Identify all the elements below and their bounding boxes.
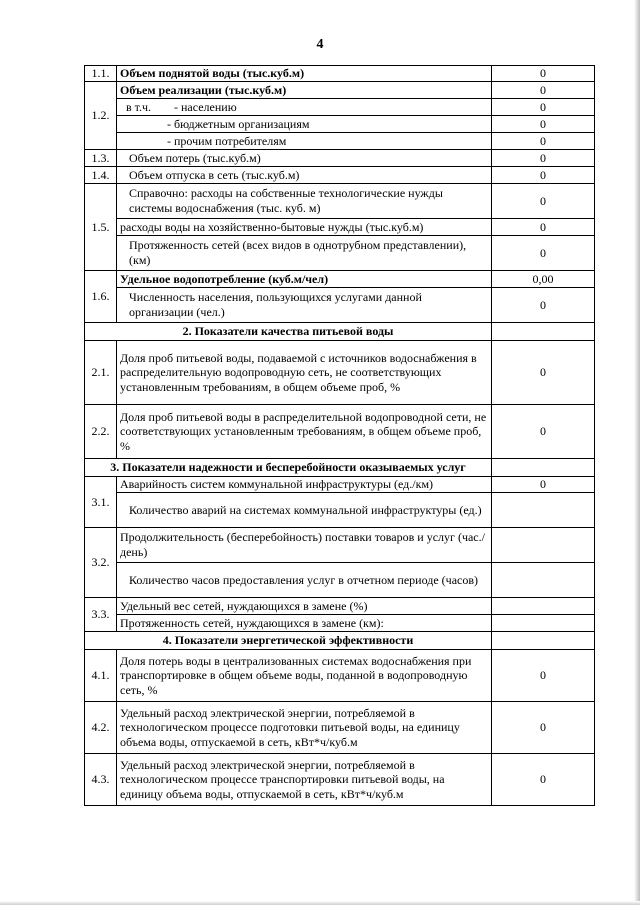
table-row (85, 133, 595, 150)
row-label: Численность населения, пользующихся услугами данной организации (чел.) (117, 288, 492, 323)
row-number: 2.2. (85, 405, 117, 459)
row-value (492, 493, 595, 528)
row-label: Количество аварий на системах коммунальной инфраструктуры (ед.) (117, 493, 492, 528)
table-row (85, 615, 595, 632)
row-number: 1.2. (85, 82, 117, 150)
row-label: Справочно: расходы на собственные технологические нужды системы водоснабжения (тыс. куб. м) (117, 184, 492, 219)
row-value: 0 (492, 236, 595, 271)
row-value: 0 (492, 116, 595, 133)
empty-cell (492, 323, 595, 341)
section-title: 3. Показатели надежности и бесперебойности оказываемых услуг (85, 459, 492, 477)
table-row (85, 82, 595, 99)
row-label: Объем реализации (тыс.куб.м) (117, 82, 492, 99)
row-number: 4.2. (85, 702, 117, 754)
row-label: расходы воды на хозяйственно-бытовые нужды (тыс.куб.м) (117, 219, 492, 236)
row-label: Протяженность сетей, нуждающихся в замене (км): (117, 615, 492, 632)
row-number: 2.1. (85, 341, 117, 405)
row-label: Удельный расход электрической энергии, потребляемой в технологическом процессе подготовки питьевой воды, на единицу объема воды, отпускаемой в сеть, кВт*ч/куб.м (117, 702, 492, 754)
row-value: 0 (492, 99, 595, 116)
section-header-row (85, 632, 595, 650)
row-value (492, 563, 595, 598)
section-header-row (85, 323, 595, 341)
row-value: 0 (492, 754, 595, 806)
row-value (492, 615, 595, 632)
row-number: 1.1. (85, 66, 117, 82)
row-number: 1.3. (85, 150, 117, 167)
row-value: 0 (492, 288, 595, 323)
table-row (85, 167, 595, 184)
row-value: 0 (492, 133, 595, 150)
empty-cell (492, 632, 595, 650)
row-value: 0 (492, 341, 595, 405)
row-number: 1.4. (85, 167, 117, 184)
table-row (85, 598, 595, 615)
row-value (492, 528, 595, 563)
scan-shadow-edge (0, 901, 640, 905)
row-number: 1.6. (85, 271, 117, 323)
row-number: 1.5. (85, 184, 117, 271)
row-value: 0 (492, 66, 595, 82)
scan-shadow-edge (634, 0, 640, 905)
table-row (85, 219, 595, 236)
row-sublabel: - прочим потребителям (117, 133, 492, 150)
table-row (85, 563, 595, 598)
row-value: 0 (492, 219, 595, 236)
table-row (85, 116, 595, 133)
section-title: 4. Показатели энергетической эффективности (85, 632, 492, 650)
row-label: Объем потерь (тыс.куб.м) (117, 150, 492, 167)
table-row (85, 341, 595, 405)
table-row (85, 650, 595, 702)
row-label: Удельное водопотребление (куб.м/чел) (117, 271, 492, 288)
row-number: 3.2. (85, 528, 117, 598)
row-value: 0 (492, 405, 595, 459)
row-value: 0 (492, 702, 595, 754)
row-value: 0 (492, 477, 595, 493)
row-label: Удельный вес сетей, нуждающихся в замене (%) (117, 598, 492, 615)
row-label: Объем поднятой воды (тыс.куб.м) (117, 66, 492, 82)
row-number: 4.3. (85, 754, 117, 806)
empty-cell (492, 459, 595, 477)
row-value: 0 (492, 650, 595, 702)
row-label: Доля проб питьевой воды, подаваемой с источников водоснабжения в распределительную водопроводную сеть, не соответствующих установленным требованиям, в общем объеме проб, % (117, 341, 492, 405)
table-row (85, 288, 595, 323)
page-number: 4 (316, 37, 324, 52)
prefix-label: в т.ч. (126, 99, 152, 114)
table-row (85, 477, 595, 493)
row-label: Протяженность сетей (всех видов в однотрубном представлении), (км) (117, 236, 492, 271)
section-header-row (85, 459, 595, 477)
row-label: Доля проб питьевой воды в распределительной водопроводной сети, не соответствующих установленным требованиям, в общем объеме проб, % (117, 405, 492, 459)
table-row (85, 702, 595, 754)
section-title: 2. Показатели качества питьевой воды (85, 323, 492, 341)
row-value: 0 (492, 184, 595, 219)
row-label: Аварийность систем коммунальной инфраструктуры (ед./км) (117, 477, 492, 493)
table-row (85, 99, 595, 116)
row-value: 0 (492, 167, 595, 184)
table-row (85, 271, 595, 288)
table-row (85, 754, 595, 806)
row-sublabel (117, 99, 492, 116)
row-label: Объем отпуска в сеть (тыс.куб.м) (117, 167, 492, 184)
indicators-table (84, 65, 595, 806)
table-row (85, 493, 595, 528)
row-value (492, 598, 595, 615)
row-number: 3.3. (85, 598, 117, 632)
row-sublabel: - бюджетным организациям (117, 116, 492, 133)
row-value: 0,00 (492, 271, 595, 288)
row-label: Продолжительность (бесперебойность) поставки товаров и услуг (час./день) (117, 528, 492, 563)
row-label: Доля потерь воды в централизованных системах водоснабжения при транспортировке в общем объеме воды, поданной в водопроводную сеть, % (117, 650, 492, 702)
table-row (85, 184, 595, 219)
row-number: 3.1. (85, 477, 117, 528)
row-value: 0 (492, 82, 595, 99)
table-row (85, 405, 595, 459)
row-value: 0 (492, 150, 595, 167)
row-number: 4.1. (85, 650, 117, 702)
row-label: Удельный расход электрической энергии, потребляемой в технологическом процессе транспортировки питьевой воды, на единицу объема воды, отпускаемой в сеть, кВт*ч/куб.м (117, 754, 492, 806)
row-label: Количество часов предоставления услуг в отчетном периоде (часов) (117, 563, 492, 598)
table-row (85, 66, 595, 82)
sub-label: - населению (174, 99, 237, 114)
table-row (85, 150, 595, 167)
table-row (85, 236, 595, 271)
table-row (85, 528, 595, 563)
